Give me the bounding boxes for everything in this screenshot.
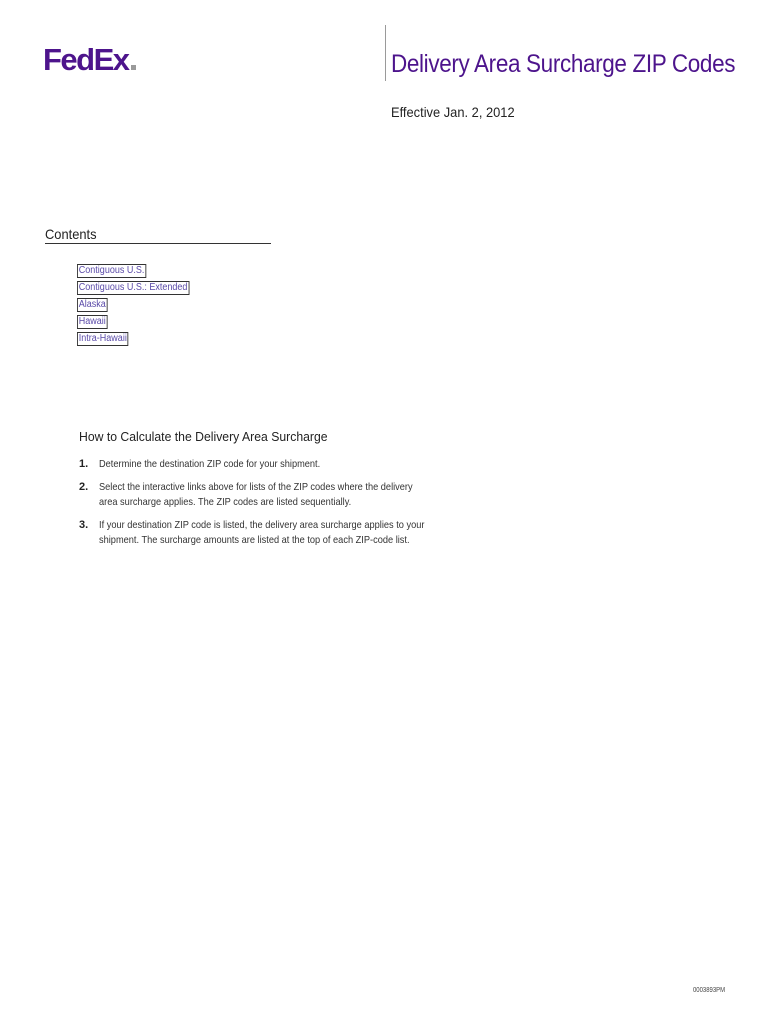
howto-steps bbox=[79, 457, 459, 556]
toc-link-intra-hawaii[interactable]: Intra-Hawaii bbox=[78, 333, 127, 344]
fedex-logo bbox=[43, 44, 136, 75]
step-text: If your destination ZIP code is listed, the delivery area surcharge applies to your shipment. The surcharge amounts are listed at the top of each ZIP-code list. bbox=[99, 519, 425, 546]
logo-dot bbox=[131, 65, 136, 70]
step-text: Select the interactive links above for lists of the ZIP codes where the delivery area surcharge applies. The ZIP codes are listed sequentially. bbox=[99, 481, 413, 508]
toc-link-contiguous-us[interactable]: Contiguous U.S. bbox=[78, 265, 145, 276]
logo-fed: Fed bbox=[43, 42, 94, 77]
step-text: Determine the destination ZIP code for your shipment. bbox=[99, 458, 321, 470]
howto-heading: How to Calculate the Delivery Area Surcharge bbox=[79, 429, 328, 444]
contents-divider bbox=[45, 243, 271, 244]
step-number: 3. bbox=[79, 519, 89, 531]
toc-link-contiguous-us-extended[interactable]: Contiguous U.S.: Extended bbox=[78, 282, 188, 293]
toc-link-hawaii[interactable]: Hawaii bbox=[78, 316, 106, 327]
step-number: 1. bbox=[79, 458, 89, 470]
contents-list bbox=[77, 262, 202, 347]
step-item bbox=[79, 518, 459, 548]
step-number: 2. bbox=[79, 481, 89, 493]
toc-item bbox=[77, 279, 202, 296]
step-item bbox=[79, 480, 459, 510]
step-item bbox=[79, 457, 459, 472]
effective-date: Effective Jan. 2, 2012 bbox=[391, 104, 515, 120]
header-divider bbox=[385, 25, 386, 81]
document-code: 0003893PM bbox=[693, 987, 726, 994]
toc-item bbox=[77, 330, 202, 347]
toc-item bbox=[77, 313, 202, 330]
toc-item bbox=[77, 262, 202, 279]
logo-ex: Ex bbox=[93, 42, 129, 77]
contents-heading: Contents bbox=[45, 226, 97, 242]
page-title: Delivery Area Surcharge ZIP Codes bbox=[391, 50, 736, 78]
toc-link-alaska[interactable]: Alaska bbox=[78, 299, 106, 310]
toc-item bbox=[77, 296, 202, 313]
